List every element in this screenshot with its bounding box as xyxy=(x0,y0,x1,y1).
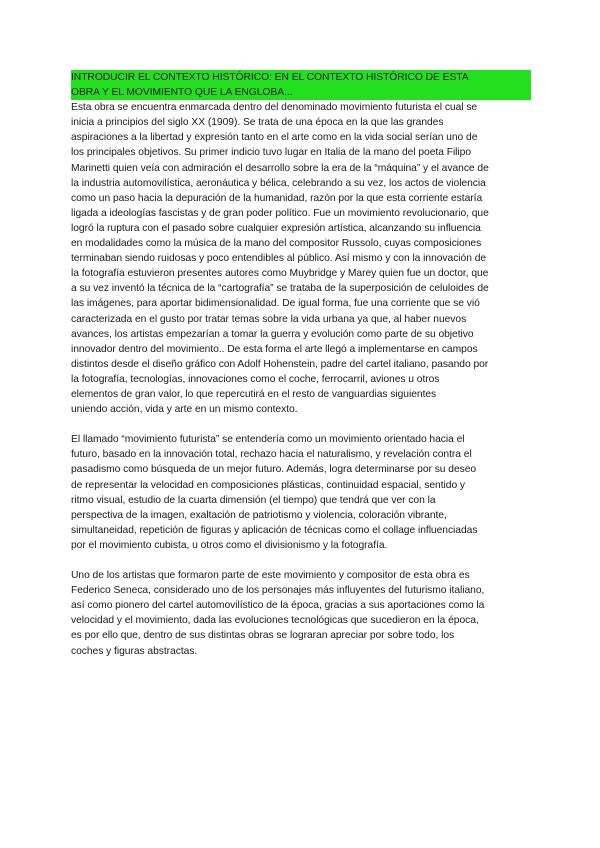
body-paragraph xyxy=(71,100,531,417)
paragraphs-container xyxy=(71,100,531,658)
paragraph-line: uniendo acción, vida y arte en un mismo contexto. xyxy=(71,404,298,416)
paragraph-line: ritmo visual, estudio de la cuarta dimensión (el tiempo) que tendrá que ver con la xyxy=(71,494,436,506)
paragraph-line: innovador dentro del movimiento.. De esta forma el arte llegó a implementarse en campos xyxy=(71,343,478,355)
paragraph-line: coches y figuras abstractas. xyxy=(71,645,198,657)
paragraph-line: aspiraciones a la libertad y expresión tanto en el arte como en la vida social serían uno de xyxy=(71,132,478,144)
paragraph-line: ligada a ideologías fascistas y de gran poder político. Fue un movimiento revolucionario, que xyxy=(71,207,489,219)
paragraph-line: los principales objetivos. Su primer indicio tuvo lugar en Italia de la mano del poeta Filipo xyxy=(71,147,472,159)
paragraph-line: distintos desde el diseño gráfico con Adolf Hohenstein, padre del cartel italiano, pasando por xyxy=(71,358,489,370)
document-body xyxy=(71,70,531,659)
paragraph-line: Uno de los artistas que formaron parte de este movimiento y compositor de esta obra es xyxy=(71,570,470,582)
paragraph-line: inicia a principios del siglo XX (1909). Se trata de una época en la que las grandes xyxy=(71,117,444,129)
paragraph-line: velocidad y el movimiento, dada las evoluciones tecnológicas que sucedieron en la época, xyxy=(71,615,479,627)
paragraph-line: en modalidades como la música de la mano del compositor Russolo, cuyas composiciones xyxy=(71,238,482,250)
paragraph-line: la industria automovilística, aeronáutica y bélica, celebrando a su vez, los actos de violencia xyxy=(71,177,486,189)
paragraph-line: caracterizada en el gusto por tratar temas sobre la vida urbana ya que, al haber nuevos xyxy=(71,313,467,325)
paragraph-line: por el movimiento cubista, u otros como el divisionismo y la fotografía. xyxy=(71,539,388,551)
paragraph-line: perspectiva de la imagen, exaltación de patriotismo y violencia, coloración vibrante, xyxy=(71,509,447,521)
heading-line: OBRA Y EL MOVIMIENTO QUE LA ENGLOBA... xyxy=(71,85,531,100)
paragraph-line: de representar la velocidad en composiciones plásticas, continuidad espacial, sentido y xyxy=(71,479,466,491)
paragraph-line: Esta obra se encuentra enmarcada dentro del denominado movimiento futurista el cual se xyxy=(71,102,478,114)
paragraph-line: es por ello que, dentro de sus distintas obras se lograran apreciar por sobre todo, los xyxy=(71,630,455,642)
paragraph-line: El llamado “movimiento futurista” se entendería como un movimiento orientado hacia el xyxy=(71,434,465,446)
body-paragraph xyxy=(71,568,531,659)
heading-line: INTRODUCIR EL CONTEXTO HISTÓRICO: EN EL CONTEXTO HISTÓRICO DE ESTA xyxy=(71,70,531,85)
paragraph-line: como un paso hacia la depuración de la humanidad, razón por la que esta corriente estaría xyxy=(71,192,483,204)
paragraph-line: logró la ruptura con el pasado sobre cualquier expresión artística, alcanzando su influencia xyxy=(71,222,481,234)
paragraph-line: terminaban siendo ruidosas y poco entendibles al público. Así mismo y con la innovación de xyxy=(71,253,487,265)
paragraph-line: elementos de gran valor, lo que repercutirá en el resto de vanguardias siguientes xyxy=(71,388,437,400)
paragraph-line: Federico Seneca, considerado uno de los personajes más influyentes del futurismo italiano, xyxy=(71,585,485,597)
paragraph-line: las imágenes, para aportar bidimensionalidad. De igual forma, fue una corriente que se vió xyxy=(71,298,480,310)
paragraph-line: futuro, basado en la innovación total, rechazo hacia el naturalismo, y revelación contra el xyxy=(71,449,472,461)
paragraph-line: simultaneidad, repetición de figuras y aplicación de técnicas como el collage influenciadas xyxy=(71,524,478,536)
paragraph-line: avances, los artistas empezarían a tomar la guerra y evolución como parte de su objetivo xyxy=(71,328,474,340)
paragraph-line: así como pionero del cartel automovilístico de la época, gracias a sus aportaciones como la xyxy=(71,600,485,612)
paragraph-line: la fotografía estuvieron presentes autores como Muybridge y Marey quien fue un doctor, que xyxy=(71,268,489,280)
paragraph-line: la fotografía, tecnologías, innovaciones como el coche, ferrocarril, aviones u otros xyxy=(71,373,440,385)
paragraph-line: pasadismo como búsqueda de un mejor futuro. Además, logra determinarse por su deseo xyxy=(71,464,477,476)
section-heading xyxy=(71,70,531,100)
body-paragraph xyxy=(71,432,531,553)
paragraph-line: Marinetti quien veía con admiración el desarrollo sobre la era de la “máquina” y el avance de xyxy=(71,162,489,174)
paragraph-line: a su vez inventó la técnica de la “cartografía” se trataba de la superposición de celuloides de xyxy=(71,283,489,295)
